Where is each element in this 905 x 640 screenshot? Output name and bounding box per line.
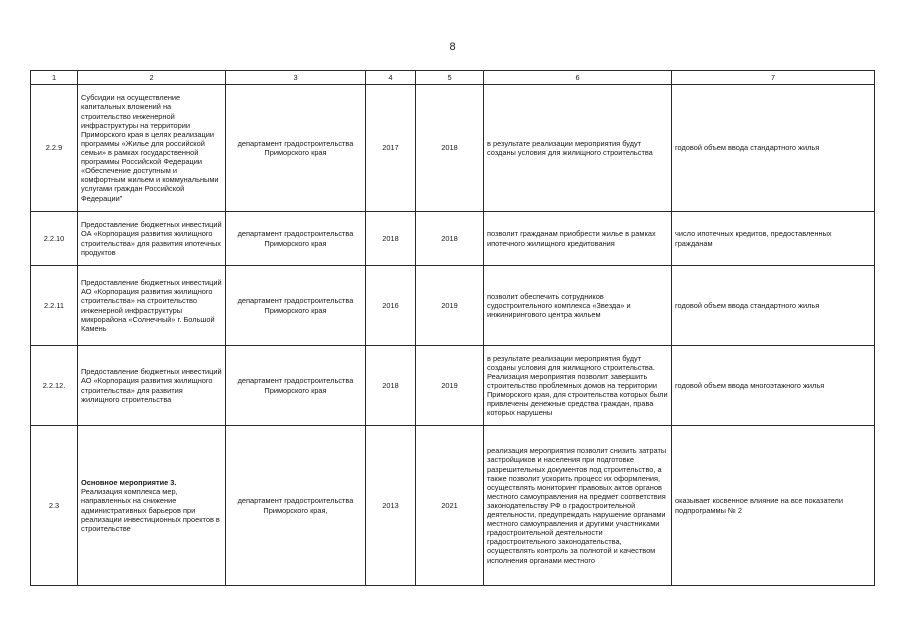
expected-result: позволит гражданам приобрести жилье в рамках ипотечного жилищного кредитования [484, 212, 672, 266]
expected-result: позволит обеспечить сотрудников судостроительного комплекса «Звезда» и инжинирингового центра жильем [484, 266, 672, 346]
start-year: 2018 [366, 212, 416, 266]
row-number: 2.2.11 [31, 266, 78, 346]
linked-indicator: годовой объем ввода стандартного жилья [672, 266, 875, 346]
measure-name: Реализация комплекса мер, направленных на снижение административных барьеров при реализации инвестиционных проектов в строительстве [81, 487, 220, 533]
header-cell: 2 [78, 71, 226, 85]
linked-indicator: оказывает косвенное влияние на все показатели подпрограммы № 2 [672, 426, 875, 586]
header-cell: 3 [226, 71, 366, 85]
responsible-department: департамент градостроительства Приморского края [226, 85, 366, 212]
row-number: 2.2.10 [31, 212, 78, 266]
table-row [31, 85, 875, 212]
end-year: 2018 [416, 212, 484, 266]
row-number: 2.2.12. [31, 346, 78, 426]
measure-name: Предоставление бюджетных инвестиций ОА «Корпорация развития жилищного строительства» для развития ипотечных продуктов [78, 212, 226, 266]
responsible-department: департамент градостроительства Приморского края [226, 212, 366, 266]
header-cell: 5 [416, 71, 484, 85]
start-year: 2018 [366, 346, 416, 426]
measure-name: Предоставление бюджетных инвестиций АО «Корпорация развития жилищного строительства» для развития жилищного строительства [78, 346, 226, 426]
measure-name: Субсидии на осуществление капитальных вложений на строительство инженерной инфраструктуры на территории Приморского края в целях реализации программы «Жилье для российской семьи» в рамках государственной программы Российской Федерации «Обеспечение доступным и комфортным жильем и коммунальными услугами граждан Российской Федерации" [78, 85, 226, 212]
end-year: 2018 [416, 85, 484, 212]
end-year: 2021 [416, 426, 484, 586]
linked-indicator: число ипотечных кредитов, предоставленных гражданам [672, 212, 875, 266]
responsible-department: департамент градостроительства Приморского края [226, 266, 366, 346]
table-row [31, 266, 875, 346]
header-cell: 6 [484, 71, 672, 85]
measure-name: Предоставление бюджетных инвестиций АО «Корпорация развития жилищного строительства» на строительство инженерной инфраструктуры микрорайона «Солнечный» г. Большой Камень [78, 266, 226, 346]
page-number: 8 [449, 41, 456, 53]
row-number: 2.3 [31, 426, 78, 586]
expected-result: в результате реализации мероприятия будут созданы условия для жилищного строительства [484, 85, 672, 212]
expected-result: в результате реализации мероприятия будут созданы условия для жилищного строительства. Реализация мероприятия позволит завершить строительство проблемных домов на территории Приморского края, для строительства которых были привлечены денежные средства граждан, права которых нарушены [484, 346, 672, 426]
row-number: 2.2.9 [31, 85, 78, 212]
expected-result: реализация мероприятия позволит снизить затраты застройщиков и населения при подготовке разрешительных документов под строительство, а также позволит ускорить процесс их оформления, осуществлять мониторинг правовых актов органов местного самоуправления на предмет соответствия законодательству РФ о градостроительной деятельности, предупреждать нарушение органами местного самоуправления и другими участниками градостроительной деятельности градостроительного законодательства, осуществлять контроль за полнотой и качеством исполнения органами местного [484, 426, 672, 586]
measures-table [30, 70, 875, 586]
measure-name-cell [78, 426, 226, 586]
end-year: 2019 [416, 266, 484, 346]
linked-indicator: годовой объем ввода стандартного жилья [672, 85, 875, 212]
header-cell: 4 [366, 71, 416, 85]
start-year: 2017 [366, 85, 416, 212]
end-year: 2019 [416, 346, 484, 426]
linked-indicator: годовой объем ввода многоэтажного жилья [672, 346, 875, 426]
table-row [31, 346, 875, 426]
responsible-department: департамент градостроительства Приморского края [226, 346, 366, 426]
header-row [31, 71, 875, 85]
table-row [31, 426, 875, 586]
start-year: 2013 [366, 426, 416, 586]
main-measure-title: Основное мероприятие 3. [81, 478, 177, 488]
table-row [31, 212, 875, 266]
header-cell: 1 [31, 71, 78, 85]
responsible-department: департамент градостроительства Приморского края, [226, 426, 366, 586]
header-cell: 7 [672, 71, 875, 85]
start-year: 2016 [366, 266, 416, 346]
